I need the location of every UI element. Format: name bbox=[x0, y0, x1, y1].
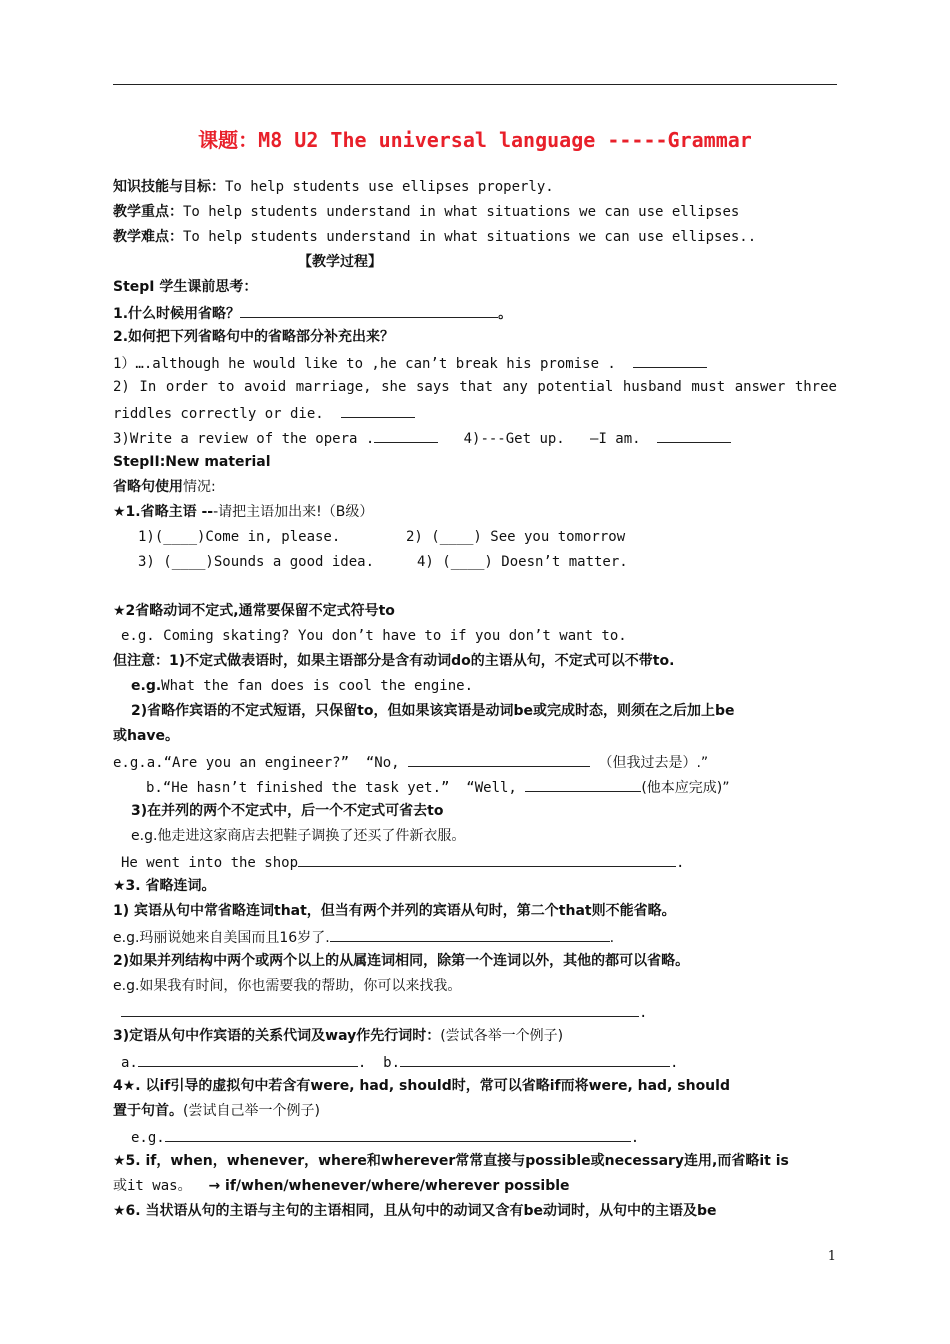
step1-example-3-4: 3)Write a review of the opera . 4)---Get up. —I am. bbox=[113, 427, 731, 449]
section-2-example-3-cn: e.g.他走进这家商店去把鞋子调换了还买了件新衣服。 bbox=[131, 828, 466, 844]
section-2-point-3: 3)在并列的两个不定式中，后一个不定式可省去to bbox=[131, 803, 444, 819]
section-3-answer-line: . bbox=[121, 1001, 647, 1023]
step1-heading: StepI 学生课前思考： bbox=[113, 279, 258, 295]
section-1-heading: ★1.省略主语 ---请把主语加出来!（B级） bbox=[113, 504, 374, 520]
section-3-point-3: 3)定语从句中作宾语的关系代词及way作先行词时：(尝试各举一个例子) bbox=[113, 1028, 564, 1044]
section-3-heading: ★3. 省略连词。 bbox=[113, 878, 216, 894]
header-rule bbox=[113, 84, 837, 85]
goal-line-2: 教学重点：To help students understand in what situations we can use ellipses bbox=[113, 204, 740, 220]
section-1-examples-a: 1)(____)Come in, please. 2) (____) See you tomorrow bbox=[138, 529, 626, 545]
section-5-line-b: 或it was。 → if/when/whenever/where/wherever possible bbox=[113, 1178, 570, 1194]
step2-subheading: 省略句使用情况: bbox=[113, 479, 216, 495]
step1-example-1: 1）….although he would like to ,he can’t break his promise . bbox=[113, 352, 707, 374]
step1-question-1: 1.什么时候用省略？ 。 bbox=[113, 302, 512, 324]
section-4-line-a: 4★. 以if引导的虚拟句中若含有were, had, should时，常可以省略if而将were, had, should bbox=[113, 1078, 730, 1094]
section-2-example-a: e.g.a.“Are you an engineer?” “No, （但我过去是）.” bbox=[113, 751, 708, 773]
step2-heading: StepII:New material bbox=[113, 454, 271, 470]
process-heading: 【教学过程】 bbox=[298, 254, 382, 270]
step1-example-2a: 2) In order to avoid marriage, she says that any potential husband must answer three bbox=[113, 379, 837, 395]
section-4-line-b: 置于句首。(尝试自己举一个例子) bbox=[113, 1103, 320, 1119]
section-3-example-2: e.g.如果我有时间，你也需要我的帮助，你可以来找我。 bbox=[113, 978, 462, 994]
section-3-point-1: 1) 宾语从句中常省略连词that，但当有两个并列的宾语从句时，第二个that则不能省略。 bbox=[113, 903, 676, 919]
section-3-example-1: e.g.玛丽说她来自美国而且16岁了. . bbox=[113, 926, 614, 948]
section-3-answers: a. . b. . bbox=[121, 1051, 678, 1073]
section-2-note: 但注意：1)不定式做表语时，如果主语部分是含有动词do的主语从句，不定式可以不带to. bbox=[113, 653, 675, 669]
section-2-heading: ★2省略动词不定式,通常要保留不定式符号to bbox=[113, 603, 395, 619]
step1-question-2: 2.如何把下列省略句中的省略部分补充出来？ bbox=[113, 329, 395, 345]
step1-example-2b: riddles correctly or die. bbox=[113, 402, 415, 424]
section-2-example-3-en: He went into the shop . bbox=[121, 851, 684, 873]
section-2-point-2a: 2)省略作宾语的不定式短语，只保留to，但如果该宾语是动词be或完成时态，则须在之后加上be bbox=[131, 703, 735, 719]
section-4-example: e.g. . bbox=[131, 1126, 639, 1148]
goal-line-3: 教学难点：To help students understand in what situations we can use ellipses.. bbox=[113, 229, 757, 245]
page-number: 1 bbox=[827, 1249, 836, 1264]
section-2-example-2: e.g.What the fan does is cool the engine. bbox=[131, 678, 474, 694]
section-1-examples-b: 3) (____)Sounds a good idea. 4) (____) Doesn’t matter. bbox=[138, 554, 628, 570]
section-2-point-2b: 或have。 bbox=[113, 728, 180, 744]
section-6-line: ★6. 当状语从句的主语与主句的主语相同，且从句中的动词又含有be动词时，从句中的主语及be bbox=[113, 1203, 717, 1219]
section-5-line-a: ★5. if，when，whenever，where和wherever常常直接与possible或necessary连用,而省略it is bbox=[113, 1153, 789, 1169]
section-2-example-b: b.“He hasn’t finished the task yet.” “Well, (他本应完成)” bbox=[146, 776, 730, 798]
goal-line-1: 知识技能与目标：To help students use ellipses properly. bbox=[113, 179, 554, 195]
page-title: 课题：M8 U2 The universal language -----Grammar bbox=[198, 128, 752, 152]
section-3-point-2: 2)如果并列结构中两个或两个以上的从属连词相同，除第一个连词以外，其他的都可以省略。 bbox=[113, 953, 690, 969]
section-2-example: e.g. Coming skating? You don’t have to if you don’t want to. bbox=[121, 628, 627, 644]
